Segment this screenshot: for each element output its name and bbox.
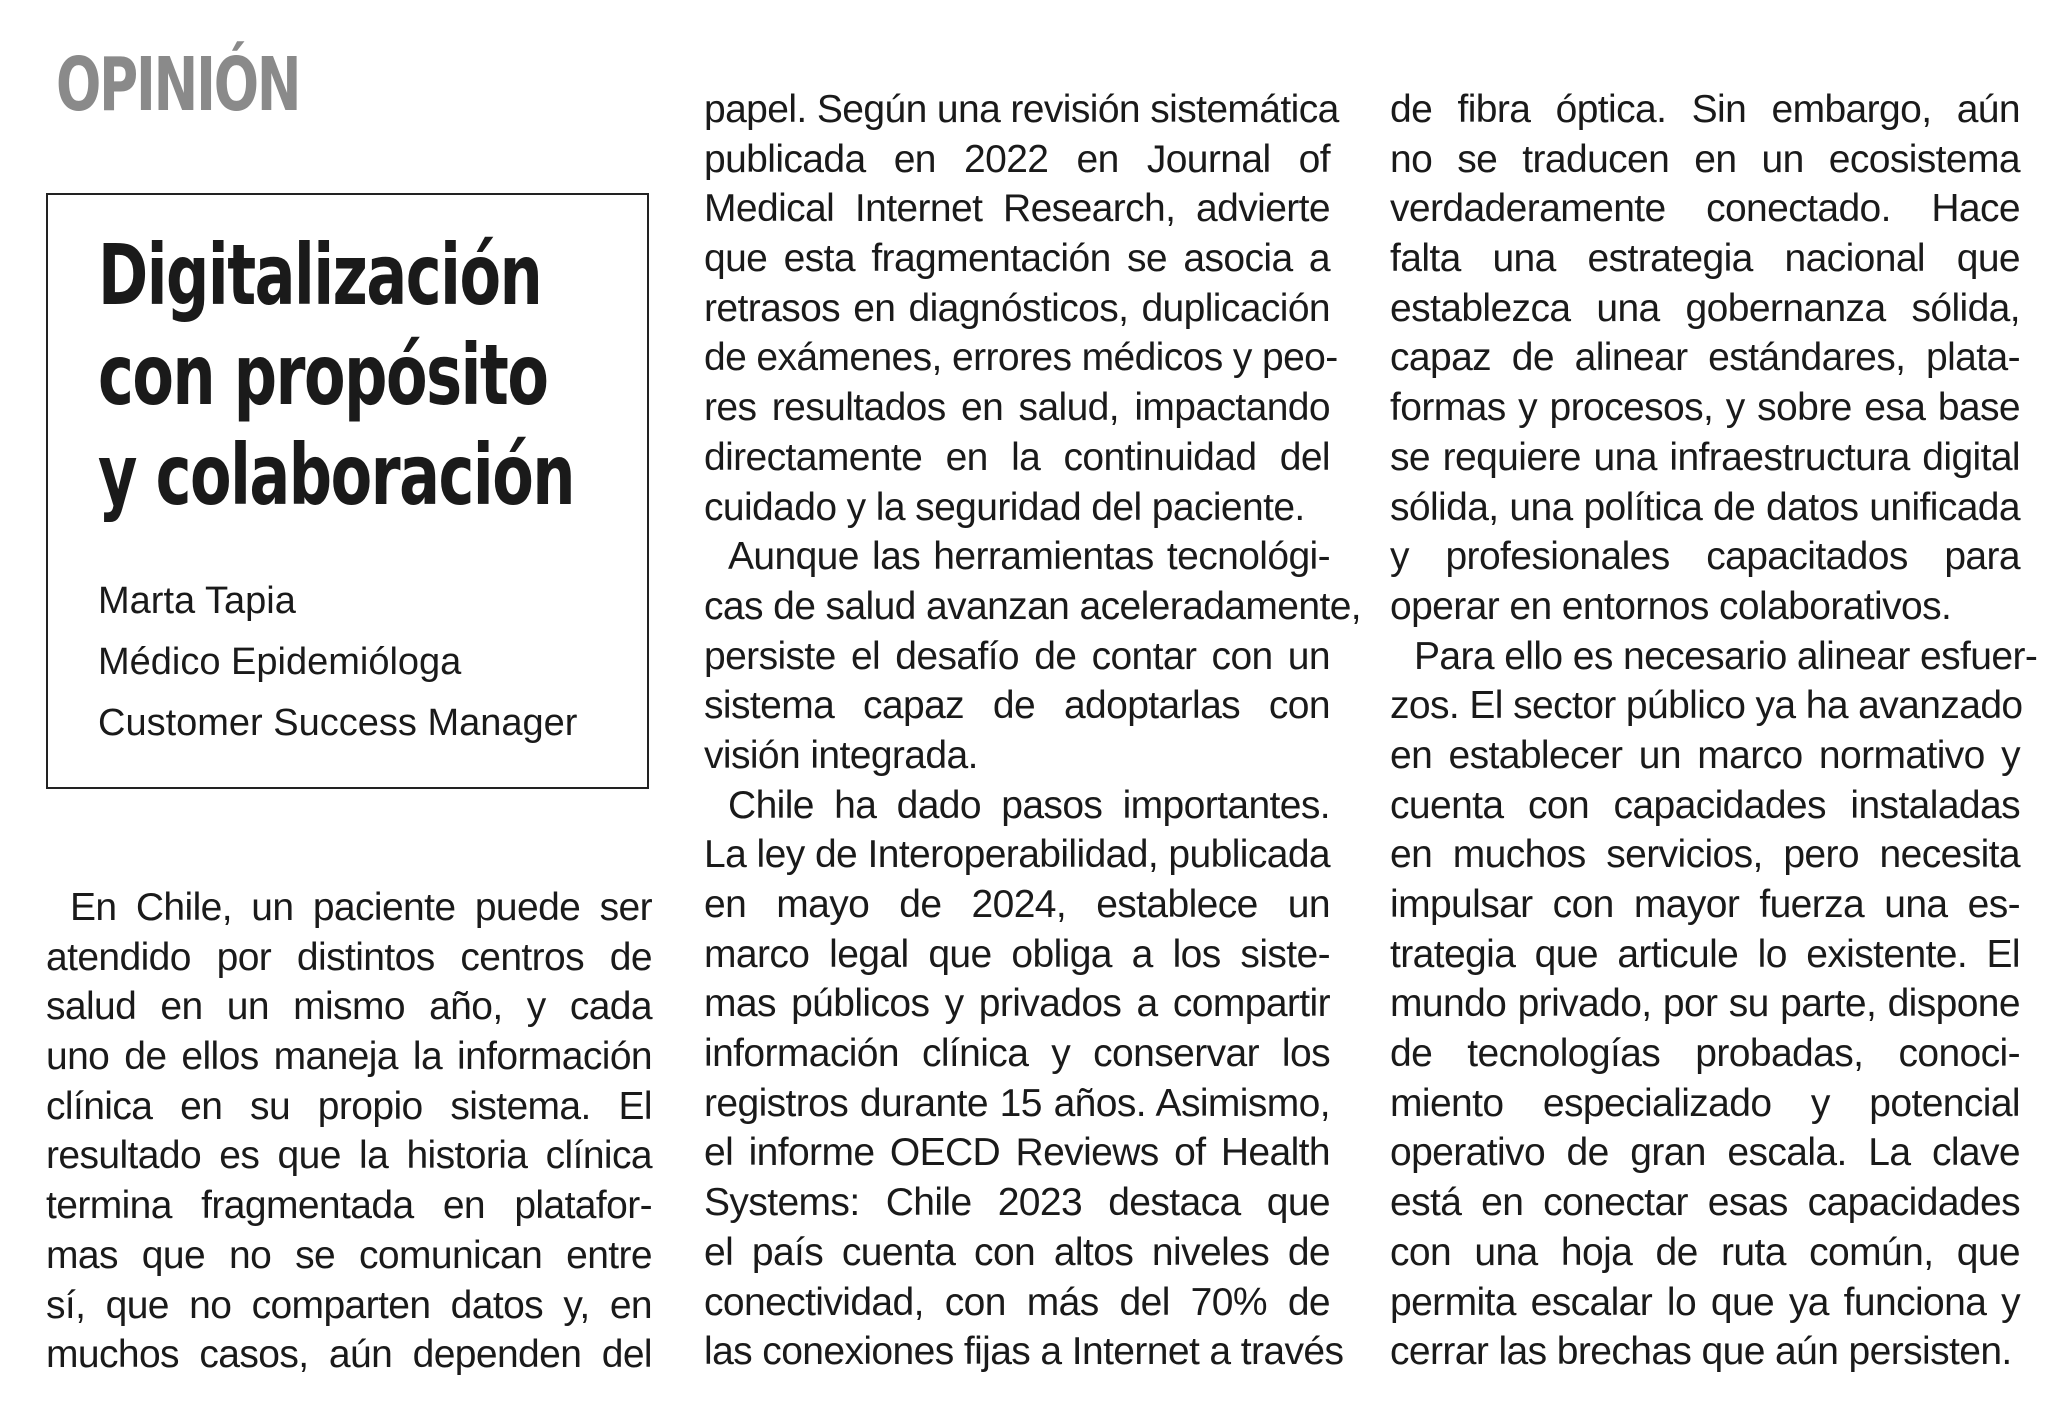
body-text-line: sólida, una política de datos unificada xyxy=(1390,485,2020,529)
body-text-line: que esta fragmentación se asocia a xyxy=(704,237,1330,281)
article-column-2 xyxy=(704,85,1362,1377)
body-text-line: registros durante 15 años. Asimismo, xyxy=(704,1081,1330,1125)
body-text-line: operativo de gran escala. La clave xyxy=(1390,1131,2020,1175)
body-text-line: res resultados en salud, impactando xyxy=(704,386,1330,430)
body-text-line: trategia que articule lo existente. El xyxy=(1390,932,2020,976)
body-text-line: directamente en la continuidad del xyxy=(704,435,1330,479)
headline-line: con propósito xyxy=(98,326,548,424)
body-text-line: Para ello es necesario alinear esfuer- xyxy=(1414,634,2038,678)
body-text-line: cerrar las brechas que aún persisten. xyxy=(1390,1330,2012,1374)
body-text-line: establezca una gobernanza sólida, xyxy=(1390,286,2020,330)
headline-line: Digitalización xyxy=(98,226,542,324)
body-text-line: cas de salud avanzan aceleradamente, xyxy=(704,584,1362,628)
body-text-line: uno de ellos maneja la información xyxy=(46,1035,652,1079)
author-byline xyxy=(98,571,577,754)
body-text-line: mas que no se comunican entre xyxy=(46,1233,652,1277)
body-text-line: de fibra óptica. Sin embargo, aún xyxy=(1390,88,2020,131)
body-text-line: no se traducen en un ecosistema xyxy=(1390,137,2020,181)
body-text-line: papel. Según una revisión sistemática xyxy=(704,88,1339,131)
article-headline xyxy=(98,225,660,525)
body-text-line: mas públicos y privados a compartir xyxy=(704,982,1330,1026)
body-text-line: termina fragmentada en platafor- xyxy=(46,1184,652,1228)
body-text-line: de exámenes, errores médicos y peo- xyxy=(704,336,1338,380)
title-box xyxy=(46,193,649,789)
body-text-line: muchos casos, aún dependen del xyxy=(46,1333,652,1377)
body-text-line: en establecer un marco normativo y xyxy=(1390,733,2020,777)
body-text-line: en muchos servicios, pero necesita xyxy=(1390,833,2020,877)
body-text-line: sistema capaz de adoptarlas con xyxy=(704,684,1330,728)
body-text-line: Chile ha dado pasos importantes. xyxy=(728,783,1330,827)
body-text-line: Systems: Chile 2023 destaca que xyxy=(704,1181,1330,1225)
body-text-line: visión integrada. xyxy=(704,733,978,777)
author-name: Marta Tapia xyxy=(98,580,296,622)
body-text-line: miento especializado y potencial xyxy=(1390,1081,2020,1125)
body-text-line: persiste el desafío de contar con un xyxy=(704,634,1330,678)
body-text-line: salud en un mismo año, y cada xyxy=(46,985,652,1029)
body-text-line: zos. El sector público ya ha avanzado xyxy=(1390,684,2023,728)
body-text-line: y profesionales capacitados para xyxy=(1390,535,2020,579)
body-text-line: con una hoja de ruta común, que xyxy=(1390,1230,2020,1274)
body-text-line: sí, que no comparten datos y, en xyxy=(46,1283,652,1327)
body-text-line: resultado es que la historia clínica xyxy=(46,1134,652,1178)
body-text-line: atendido por distintos centros de xyxy=(46,935,652,979)
body-text-line: impulsar con mayor fuerza una es- xyxy=(1390,883,2020,926)
body-text-line: retrasos en diagnósticos, duplicación xyxy=(704,286,1330,330)
article-column-1 xyxy=(46,883,652,1380)
body-text-line: operar en entornos colaborativos. xyxy=(1390,584,1952,628)
author-position: Customer Success Manager xyxy=(98,702,578,744)
body-text-line: las conexiones fijas a Internet a través xyxy=(704,1330,1344,1374)
body-text-line: conectividad, con más del 70% de xyxy=(704,1280,1330,1324)
body-text-line: publicada en 2022 en Journal of xyxy=(704,137,1330,181)
section-label: OPINIÓN xyxy=(56,42,300,128)
article-column-3 xyxy=(1390,85,2038,1377)
body-text-line: En Chile, un paciente puede ser xyxy=(70,886,652,929)
body-text-line: Medical Internet Research, advierte xyxy=(704,187,1330,231)
headline-line: y colaboración xyxy=(98,426,574,524)
body-text-line: cuenta con capacidades instaladas xyxy=(1390,783,2020,827)
body-text-line: formas y procesos, y sobre esa base xyxy=(1390,386,2020,430)
body-text-line: falta una estrategia nacional que xyxy=(1390,237,2020,281)
body-text-line: mundo privado, por su parte, dispone xyxy=(1390,982,2020,1026)
body-text-line: el país cuenta con altos niveles de xyxy=(704,1230,1330,1274)
body-text-line: está en conectar esas capacidades xyxy=(1390,1181,2020,1225)
body-text-line: clínica en su propio sistema. El xyxy=(46,1084,652,1128)
body-text-line: el informe OECD Reviews of Health xyxy=(704,1131,1330,1175)
body-text-line: de tecnologías probadas, conoci- xyxy=(1390,1032,2020,1076)
body-text-line: Aunque las herramientas tecnológi- xyxy=(728,535,1330,579)
body-text-line: permita escalar lo que ya funciona y xyxy=(1390,1280,2020,1324)
body-text-line: capaz de alinear estándares, plata- xyxy=(1390,336,2020,380)
body-text-line: marco legal que obliga a los siste- xyxy=(704,932,1330,976)
body-text-line: verdaderamente conectado. Hace xyxy=(1390,187,2020,231)
body-text-line: cuidado y la seguridad del paciente. xyxy=(704,485,1305,529)
body-text-line: información clínica y conservar los xyxy=(704,1032,1330,1076)
body-text-line: se requiere una infraestructura digital xyxy=(1390,435,2020,479)
author-role: Médico Epidemióloga xyxy=(98,641,462,683)
body-text-line: en mayo de 2024, establece un xyxy=(704,883,1330,926)
body-text-line: La ley de Interoperabilidad, publicada xyxy=(704,833,1330,877)
